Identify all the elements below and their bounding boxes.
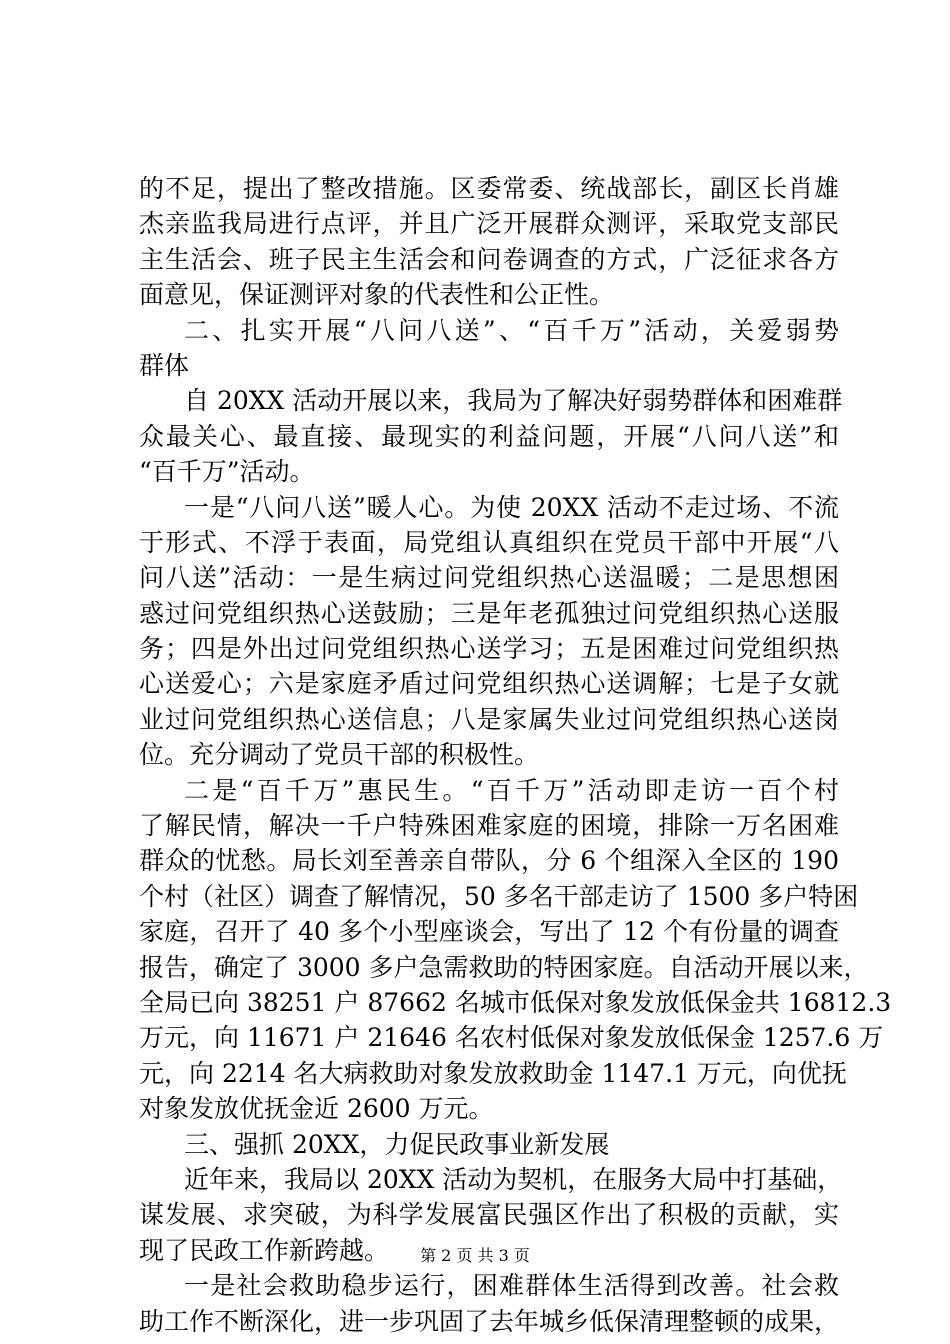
text-line: 元，向 2214 名大病救助对象发放救助金 1147.1 万元，向优抚: [139, 1058, 847, 1088]
text-line: 了解民情，解决一千户特殊困难家庭的困境，排除一万名困难: [139, 811, 839, 841]
text-line: 业过问党组织热心送信息；八是家属失业过问党组织热心送岗: [139, 704, 839, 734]
text-line: 主生活会、班子民主生活会和问卷调查的方式，广泛征求各方: [139, 244, 839, 274]
section-heading-line: 二、扎实开展“八问八送”、“百千万”活动，关爱弱势: [184, 315, 839, 345]
text-line: 万元，向 11671 户 21646 名农村低保对象发放低保金 1257.6 万: [139, 1023, 884, 1053]
text-line: 个村（社区）调查了解情况，50 多名干部走访了 1500 多户特困: [139, 881, 859, 911]
text-line: 一是“八问八送”暖人心。为使 20XX 活动不走过场、不流: [184, 492, 839, 522]
text-line: 自 20XX 活动开展以来，我局为了解决好弱势群体和困难群: [184, 386, 843, 416]
text-line: 群众的忧愁。局长刘至善亲自带队，分 6 个组深入全区的 190: [139, 846, 839, 876]
text-line: 众最关心、最直接、最现实的利益问题，开展“八问八送”和: [139, 421, 839, 451]
text-line: 对象发放优抚金近 2600 万元。: [139, 1094, 494, 1124]
text-line: 报告，确定了 3000 多户急需救助的特困家庭。自活动开展以来，: [139, 952, 869, 982]
text-line: 问八送”活动：一是生病过问党组织热心送温暖；二是思想困: [139, 563, 839, 593]
text-line: 全局已向 38251 户 87662 名城市低保对象发放低保金共 16812.3: [139, 987, 892, 1017]
text-line: 于形式、不浮于表面，局党组认真组织在党员干部中开展“八: [139, 527, 839, 557]
section-heading-line: 三、强抓 20XX，力促民政事业新发展: [184, 1129, 610, 1159]
text-line: 家庭，召开了 40 多个小型座谈会，写出了 12 个有份量的调查: [139, 917, 839, 947]
text-line: 近年来，我局以 20XX 活动为契机，在服务大局中打基础，: [184, 1164, 843, 1194]
text-line: 惑过问党组织热心送鼓励；三是年老孤独过问党组织热心送服: [139, 598, 839, 628]
text-line: “百千万”活动。: [139, 457, 315, 487]
document-body: [139, 171, 892, 1339]
page-number-footer: 第 2 页 共 3 页: [420, 1246, 530, 1265]
text-line: 二是“百千万”惠民生。“百千万”活动即走访一百个村: [184, 775, 839, 805]
text-line: 杰亲监我局进行点评，并且广泛开展群众测评，采取党支部民: [139, 209, 839, 239]
section-heading-line: 群体: [139, 350, 190, 380]
text-line: 谋发展、求突破，为科学发展富民强区作出了积极的贡献，实: [139, 1200, 839, 1230]
text-line: 一是社会救助稳步运行，困难群体生活得到改善。社会救: [184, 1271, 839, 1301]
text-line: 的不足，提出了整改措施。区委常委、统战部长，副区长肖雄: [139, 174, 839, 203]
text-line: 心送爱心；六是家庭矛盾过问党组织热心送调解；七是子女就: [139, 669, 839, 699]
text-line: 助工作不断深化，进一步巩固了去年城乡低保清理整顿的成果，: [139, 1306, 840, 1336]
text-line: 现了民政工作新跨越。: [139, 1235, 390, 1265]
text-line: 位。充分调动了党员干部的积极性。: [139, 740, 540, 770]
text-line: 务；四是外出过问党组织热心送学习；五是困难过问党组织热: [139, 634, 839, 664]
text-line: 面意见，保证测评对象的代表性和公正性。: [139, 280, 615, 310]
